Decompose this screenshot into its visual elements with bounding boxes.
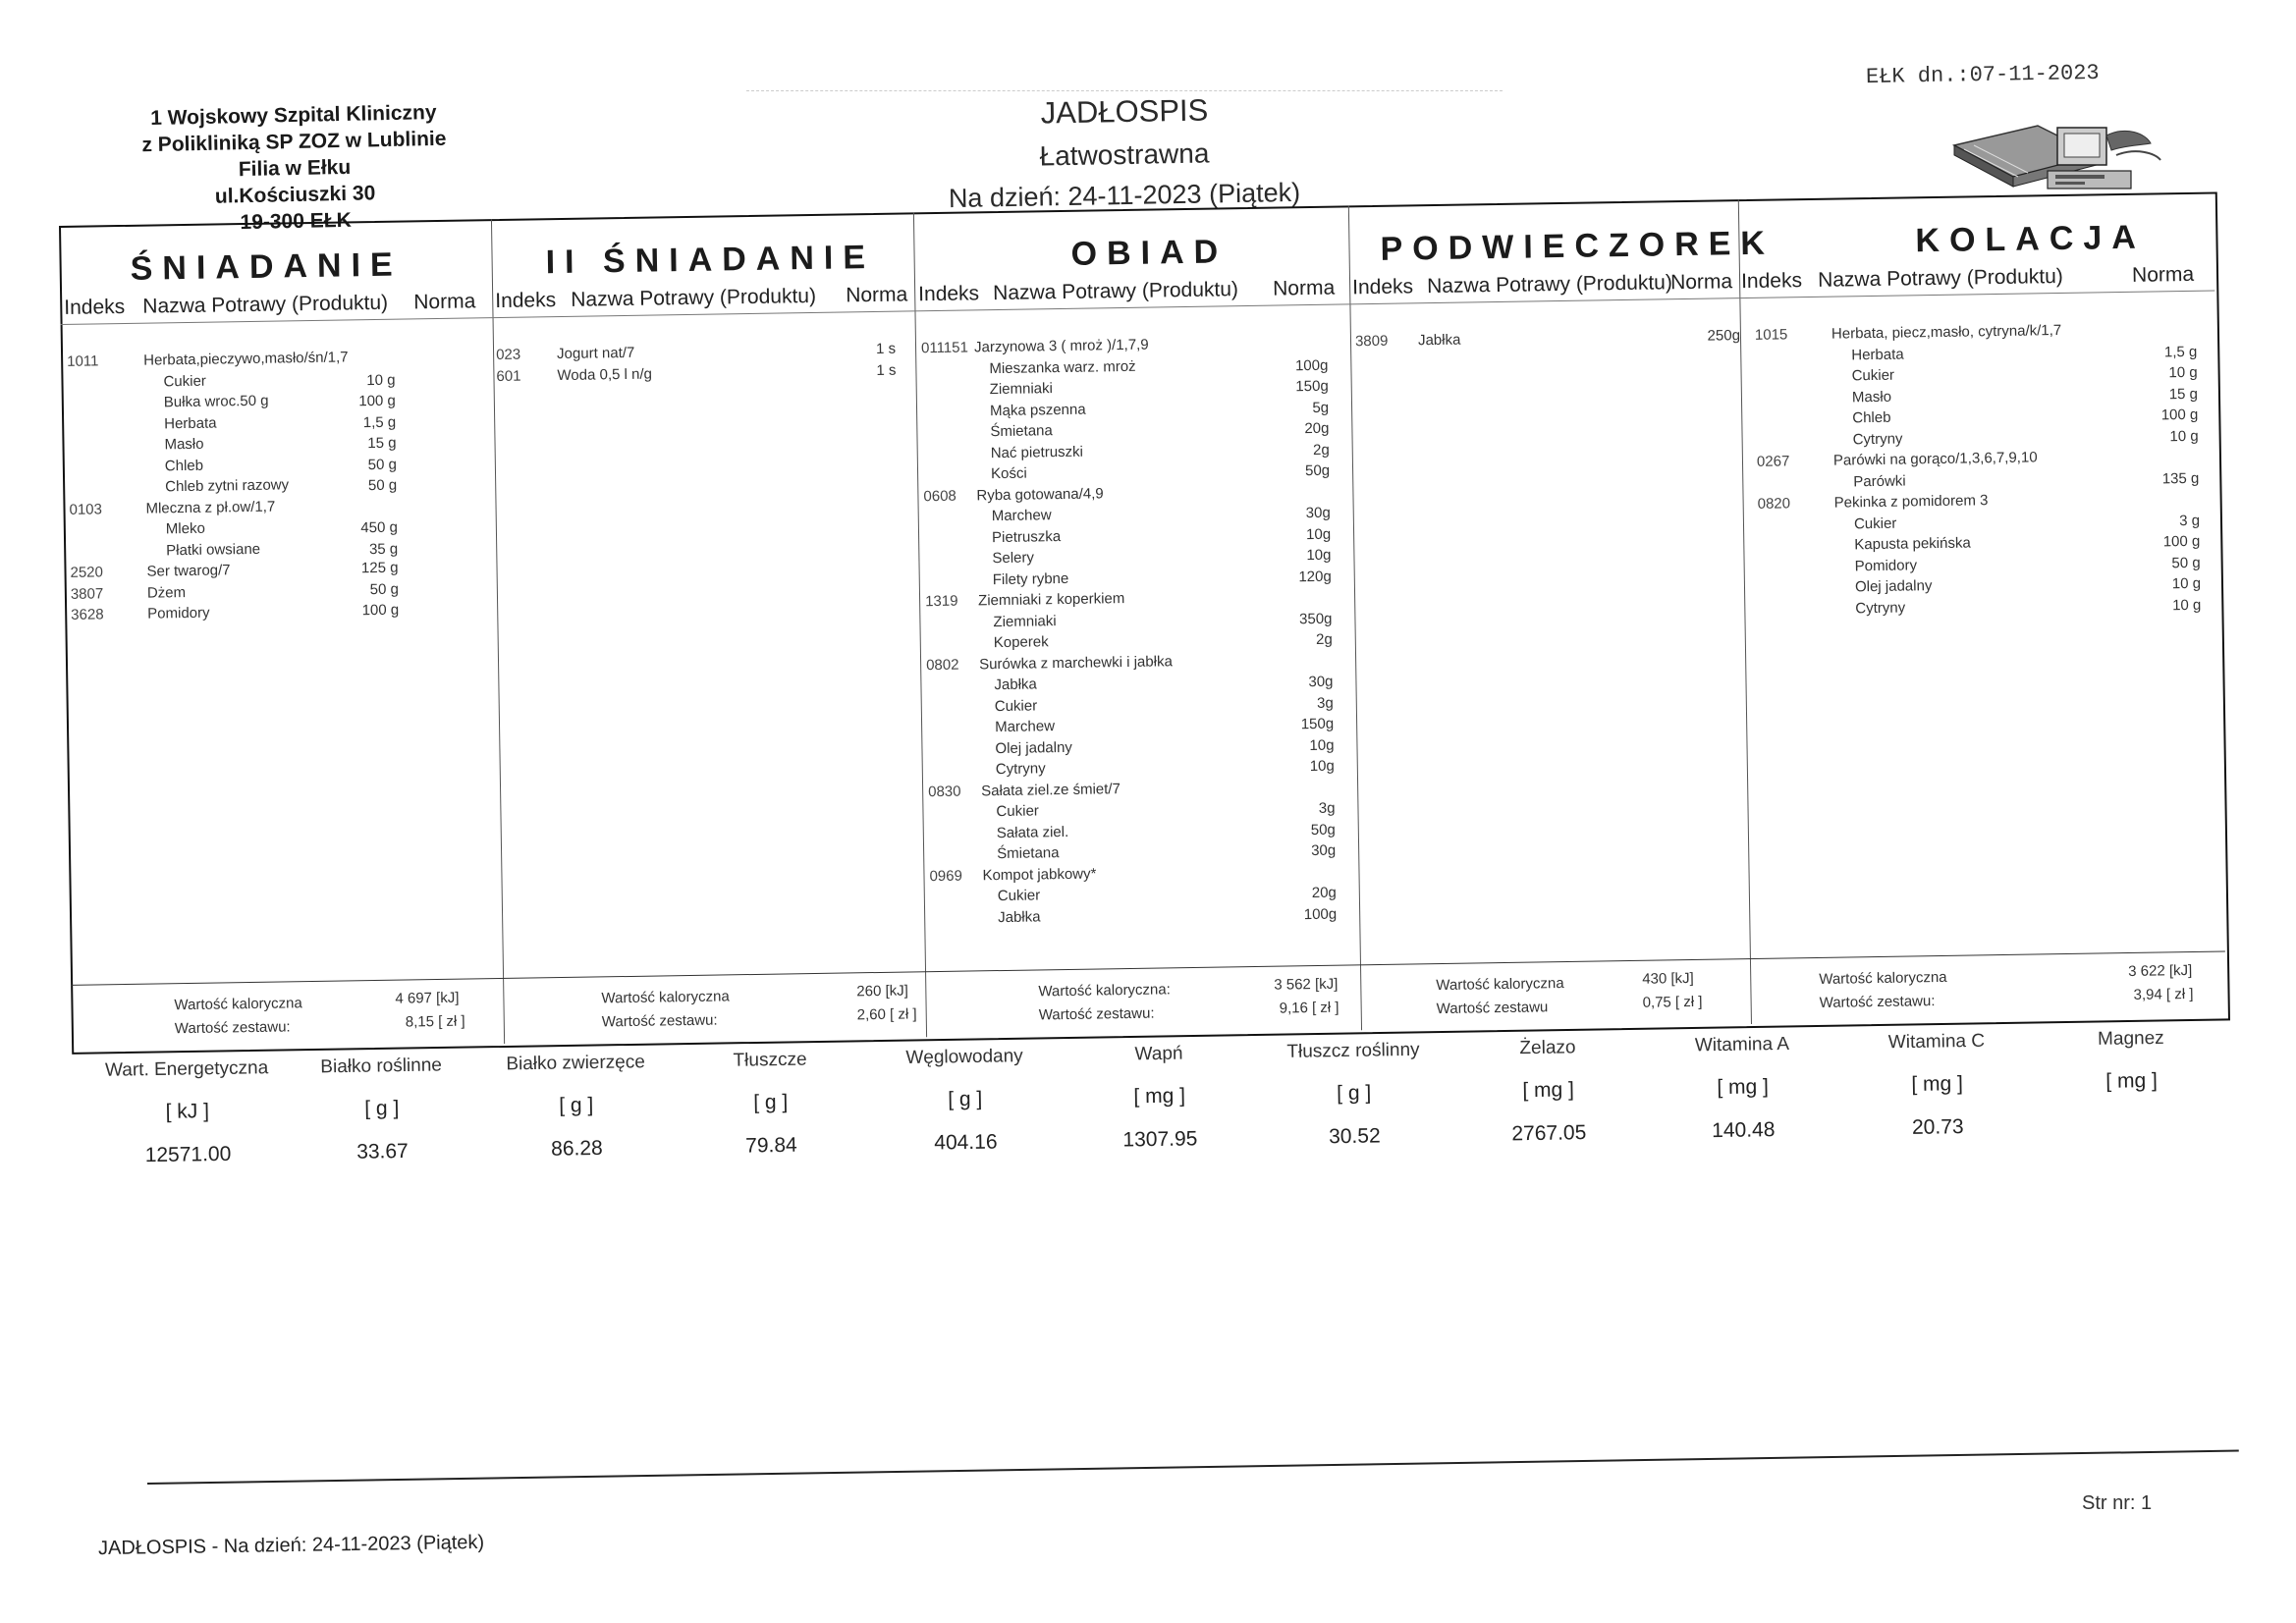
row-index: 0969 bbox=[929, 867, 963, 885]
ingredient-name: Płatki owsiane bbox=[166, 540, 261, 559]
row-norm: 15 g bbox=[2168, 385, 2199, 403]
col-header-norm: Norma bbox=[1669, 270, 1733, 295]
row-norm: 10g bbox=[1309, 757, 1335, 776]
row-norm: 10 g bbox=[2171, 574, 2202, 593]
row-norm: 100g bbox=[1303, 905, 1338, 923]
meal-title-obiad: OBIAD bbox=[1070, 233, 1229, 273]
menu-table-frame bbox=[59, 191, 2230, 1054]
nutrient-value: 404.16 bbox=[934, 1130, 998, 1155]
ingredient-name: Cytryny bbox=[995, 760, 1046, 779]
ingredient-name: Śmietana bbox=[997, 844, 1060, 863]
ingredient-name: Pomidory bbox=[1854, 556, 1918, 574]
col-header-norm: Norma bbox=[1272, 276, 1336, 300]
row-norm: 2g bbox=[1312, 441, 1330, 459]
dish-name: Woda 0,5 l n/g bbox=[557, 365, 653, 384]
ingredient-name: Koperek bbox=[993, 633, 1049, 652]
row-norm: 10g bbox=[1309, 736, 1335, 754]
kcal-value: 3 622 [kJ] bbox=[2128, 961, 2193, 980]
row-norm: 50g bbox=[1310, 821, 1336, 839]
col-header-index: Indeks bbox=[495, 289, 557, 313]
row-norm: 100g bbox=[1294, 356, 1329, 374]
col-header-index: Indeks bbox=[918, 282, 980, 306]
row-norm: 100 g bbox=[2160, 406, 2199, 424]
cost-value: 2,60 [ zł ] bbox=[856, 1005, 917, 1024]
row-norm: 50 g bbox=[367, 456, 397, 473]
row-norm: 1 s bbox=[875, 340, 897, 357]
row-norm: 100 g bbox=[2162, 532, 2201, 551]
row-norm: 125 g bbox=[360, 559, 399, 577]
cost-value: 0,75 [ zł ] bbox=[1642, 993, 1703, 1011]
dish-name: Mleczna z pł.ow/1,7 bbox=[145, 498, 276, 517]
kcal-label: Wartość kaloryczna bbox=[174, 995, 302, 1014]
row-norm: 30g bbox=[1310, 841, 1337, 860]
nutrient-unit: [ mg ] bbox=[2105, 1068, 2159, 1093]
ingredient-name: Herbata bbox=[164, 414, 217, 432]
row-index: 0267 bbox=[1756, 453, 1790, 470]
col-header-index: Indeks bbox=[1351, 275, 1414, 299]
row-norm: 50 g bbox=[369, 580, 399, 598]
row-index: 0802 bbox=[925, 656, 959, 674]
nutrient-unit: [ g ] bbox=[559, 1094, 594, 1117]
row-index: 023 bbox=[495, 346, 521, 364]
nutrient-name: Węglowodany bbox=[905, 1046, 1023, 1069]
ingredient-name: Jabłka bbox=[994, 676, 1037, 694]
row-index: 011151 bbox=[920, 339, 969, 357]
ingredient-name: Marchew bbox=[991, 507, 1052, 525]
nutrition-column bbox=[1649, 1033, 1837, 1144]
row-norm: 50 g bbox=[367, 476, 398, 495]
nutrient-unit: [ g ] bbox=[753, 1090, 789, 1114]
nutrient-name: Wart. Energetyczna bbox=[104, 1057, 269, 1081]
nutrition-column bbox=[93, 1057, 282, 1168]
nutrient-name: Żelazo bbox=[1519, 1037, 1576, 1059]
col-header-norm: Norma bbox=[2131, 262, 2195, 287]
nutrient-unit: [ g ] bbox=[948, 1087, 983, 1111]
nutrient-value: 33.67 bbox=[356, 1139, 409, 1163]
cost-value: 3,94 [ zł ] bbox=[2133, 985, 2194, 1003]
cost-value: 8,15 [ zł ] bbox=[405, 1012, 465, 1031]
ingredient-name: Chleb bbox=[164, 457, 204, 474]
menu-date: Na dzień: 24-11-2023 (Piątek) bbox=[948, 177, 1301, 214]
cost-label: Wartość zestawu: bbox=[601, 1011, 718, 1031]
ingredient-name: Bułka wroc.50 g bbox=[163, 392, 269, 411]
row-norm: 100 g bbox=[358, 392, 396, 410]
hospital-line: 19-300 EŁK bbox=[240, 208, 352, 235]
ingredient-name: Selery bbox=[992, 549, 1035, 568]
kcal-value: 3 562 [kJ] bbox=[1274, 975, 1339, 994]
ingredient-name: Mleko bbox=[165, 519, 206, 538]
nutrition-column bbox=[1066, 1042, 1254, 1153]
ingredient-name: Cukier bbox=[994, 696, 1038, 715]
dish-name: Jarzynowa 3 ( mroż )/1,7,9 bbox=[973, 336, 1149, 356]
ingredient-name: Chleb zytni razowy bbox=[165, 476, 290, 496]
nutrient-unit: [ g ] bbox=[364, 1097, 400, 1120]
nutrient-name: Tłuszcze bbox=[733, 1049, 807, 1071]
row-norm: 250g bbox=[1707, 327, 1741, 345]
nutrient-value: 20.73 bbox=[1911, 1115, 1964, 1139]
row-index: 0103 bbox=[69, 500, 103, 518]
row-norm: 30g bbox=[1308, 673, 1334, 691]
nutrition-column bbox=[2038, 1027, 2225, 1114]
nutrient-value: 30.52 bbox=[1328, 1124, 1381, 1149]
nutrient-name: Białko zwierzęce bbox=[506, 1052, 646, 1075]
row-norm: 450 g bbox=[360, 518, 399, 537]
cost-label: Wartość zestawu: bbox=[1038, 1004, 1155, 1024]
row-norm: 20g bbox=[1311, 884, 1337, 902]
dish-name: Jogurt nat/7 bbox=[556, 344, 635, 363]
dish-name: Parówki na gorąco/1,3,6,7,9,10 bbox=[1832, 449, 2038, 469]
dish-name: Dżem bbox=[146, 583, 187, 602]
row-norm: 10 g bbox=[2168, 363, 2198, 382]
nutrient-name: Magnez bbox=[2097, 1027, 2164, 1050]
nutrient-unit: [ mg ] bbox=[1911, 1072, 1964, 1096]
nutrient-value: 79.84 bbox=[744, 1133, 797, 1158]
ingredient-name: Nać pietruszki bbox=[990, 443, 1084, 461]
kcal-label: Wartość kaloryczna bbox=[1819, 968, 1947, 988]
kcal-value: 260 [kJ] bbox=[856, 982, 909, 1001]
hospital-line: Filia w Ełku bbox=[238, 155, 352, 182]
col-header-name: Nazwa Potrawy (Produktu) bbox=[1817, 264, 2064, 292]
nutrient-unit: [ mg ] bbox=[1133, 1084, 1186, 1109]
hospital-line: z Polikliniką SP ZOZ w Lublinie bbox=[141, 127, 447, 157]
row-norm: 350g bbox=[1298, 610, 1333, 627]
row-index: 601 bbox=[496, 367, 521, 385]
row-norm: 1 s bbox=[876, 361, 897, 379]
kcal-value: 430 [kJ] bbox=[1642, 969, 1694, 988]
row-norm: 3g bbox=[1316, 694, 1334, 712]
document-title: JADŁOSPIS bbox=[1040, 92, 1209, 131]
nutrient-value: 1307.95 bbox=[1122, 1127, 1198, 1152]
issue-date: EŁK dn.:07-11-2023 bbox=[1865, 60, 2100, 90]
ingredient-name: Cukier bbox=[1851, 366, 1895, 385]
dish-name: Pomidory bbox=[147, 604, 210, 622]
row-norm: 10 g bbox=[366, 371, 396, 389]
nutrition-column bbox=[871, 1046, 1060, 1157]
row-norm: 5g bbox=[1312, 399, 1330, 416]
nutrient-unit: [ kJ ] bbox=[165, 1100, 210, 1123]
row-norm: 10 g bbox=[2171, 596, 2202, 614]
ingredient-name: Kości bbox=[990, 464, 1027, 483]
footer-title: JADŁOSPIS - Na dzień: 24-11-2023 (Piątek) bbox=[97, 1531, 485, 1560]
row-norm: 135 g bbox=[2161, 469, 2200, 487]
nutrition-column bbox=[482, 1052, 671, 1163]
ingredient-name: Cukier bbox=[163, 372, 206, 390]
row-index: 2520 bbox=[70, 564, 104, 581]
hospital-address bbox=[107, 98, 483, 239]
ingredient-name: Masło bbox=[164, 435, 204, 454]
row-norm: 10 g bbox=[2169, 427, 2199, 445]
row-norm: 120g bbox=[1298, 568, 1332, 585]
col-header-name: Nazwa Potrawy (Produktu) bbox=[1426, 271, 1673, 298]
dish-name: Ser twarog/7 bbox=[146, 562, 231, 580]
nutrient-value: 86.28 bbox=[551, 1136, 603, 1161]
ingredient-name: Ziemniaki bbox=[989, 380, 1054, 399]
ingredient-name: Marchew bbox=[995, 718, 1056, 736]
dish-name: Herbata, piecz,masło, cytryna/k/1,7 bbox=[1831, 321, 2062, 343]
nutrient-unit: [ mg ] bbox=[1522, 1078, 1575, 1103]
ingredient-name: Chleb bbox=[1852, 408, 1891, 427]
ingredient-name: Cukier bbox=[996, 802, 1039, 821]
dish-name: Sałata ziel.ze śmiet/7 bbox=[981, 780, 1121, 799]
ingredient-name: Jabłka bbox=[998, 907, 1041, 926]
ingredient-name: Mieszanka warz. mroż bbox=[989, 357, 1136, 377]
row-norm: 1,5 g bbox=[362, 413, 397, 431]
nutrient-name: Witamina A bbox=[1694, 1033, 1790, 1056]
cost-value: 9,16 [ zł ] bbox=[1279, 999, 1339, 1017]
row-norm: 3 g bbox=[2178, 512, 2201, 529]
nutrient-value: 12571.00 bbox=[144, 1142, 232, 1167]
row-norm: 2g bbox=[1315, 630, 1333, 648]
col-header-name: Nazwa Potrawy (Produktu) bbox=[993, 278, 1239, 305]
col-header-name: Nazwa Potrawy (Produktu) bbox=[142, 291, 389, 318]
row-index: 0830 bbox=[928, 783, 961, 800]
ingredient-name: Masło bbox=[1851, 388, 1892, 406]
page-number: Str nr: 1 bbox=[2082, 1492, 2153, 1514]
dish-name: Herbata,pieczywo,masło/śn/1,7 bbox=[143, 349, 349, 369]
nutrient-value: 140.48 bbox=[1712, 1118, 1776, 1143]
meal-title-kolacja: KOLACJA bbox=[1915, 218, 2147, 260]
row-index: 3809 bbox=[1354, 332, 1389, 351]
nutrition-column bbox=[1454, 1036, 1643, 1147]
nutrient-name: Tłuszcz roślinny bbox=[1286, 1039, 1420, 1062]
ingredient-name: Cytryny bbox=[1855, 599, 1906, 617]
footer-divider bbox=[147, 1450, 2239, 1485]
col-header-norm: Norma bbox=[413, 290, 476, 314]
book-computer-icon bbox=[1949, 116, 2165, 204]
hospital-line: 1 Wojskowy Szpital Kliniczny bbox=[149, 100, 437, 131]
cost-label: Wartość zestawu: bbox=[1819, 993, 1936, 1011]
dish-name: Ziemniaki z koperkiem bbox=[977, 590, 1125, 610]
nutrition-column bbox=[1260, 1039, 1449, 1150]
dish-name: Ryba gotowana/4,9 bbox=[976, 484, 1104, 504]
cost-label: Wartość zestawu bbox=[1436, 999, 1549, 1018]
meal-title-sniadanie: ŚNIADANIE bbox=[130, 245, 403, 288]
nutrient-value: 2767.05 bbox=[1511, 1121, 1587, 1146]
nutrient-name: Witamina C bbox=[1887, 1030, 1986, 1054]
nutrition-column bbox=[1843, 1030, 2032, 1141]
row-norm: 30g bbox=[1305, 504, 1331, 522]
col-header-name: Nazwa Potrawy (Produktu) bbox=[571, 284, 817, 311]
row-index: 0608 bbox=[923, 487, 957, 505]
row-index: 1015 bbox=[1754, 326, 1788, 344]
ingredient-name: Parówki bbox=[1853, 471, 1906, 490]
kcal-label: Wartość kaloryczna: bbox=[1038, 981, 1171, 1001]
ingredient-name: Mąka pszenna bbox=[989, 401, 1086, 419]
meal-title-ii-sniadanie: II ŚNIADANIE bbox=[545, 238, 876, 282]
row-norm: 1,5 g bbox=[2163, 343, 2198, 360]
ingredient-name: Herbata bbox=[1851, 346, 1904, 363]
dish-name: Surówka z marchewki i jabłka bbox=[978, 652, 1173, 673]
col-header-index: Indeks bbox=[1740, 269, 1803, 294]
row-norm: 10g bbox=[1305, 525, 1332, 543]
ingredient-name: Cukier bbox=[1853, 514, 1897, 532]
row-norm: 50g bbox=[1304, 461, 1331, 480]
dish-name: Jabłka bbox=[1417, 331, 1461, 350]
meal-title-podwieczorek: PODWIECZOREK bbox=[1380, 224, 1776, 268]
row-norm: 35 g bbox=[368, 540, 399, 558]
ingredient-name: Cytryny bbox=[1852, 430, 1903, 448]
ingredient-name: Ziemniaki bbox=[993, 612, 1057, 630]
row-norm: 100 g bbox=[361, 601, 400, 620]
ingredient-name: Sałata ziel. bbox=[996, 823, 1069, 841]
hospital-line: ul.Kościuszki 30 bbox=[214, 182, 376, 208]
ingredient-name: Kapusta pekińska bbox=[1854, 534, 1971, 554]
kcal-label: Wartość kaloryczna bbox=[1436, 975, 1564, 995]
nutrient-name: Białko roślinne bbox=[320, 1055, 443, 1078]
ingredient-name: Śmietana bbox=[990, 422, 1053, 441]
ingredient-name: Olej jadalny bbox=[995, 738, 1072, 757]
row-norm: 3g bbox=[1318, 799, 1336, 817]
row-norm: 15 g bbox=[367, 434, 397, 453]
row-norm: 150g bbox=[1300, 715, 1335, 733]
kcal-label: Wartość kaloryczna bbox=[601, 988, 730, 1007]
row-norm: 10g bbox=[1306, 546, 1332, 565]
cost-label: Wartość zestawu: bbox=[174, 1018, 291, 1038]
ingredient-name: Cukier bbox=[997, 887, 1041, 905]
row-index: 0820 bbox=[1757, 495, 1791, 513]
menu-table bbox=[59, 191, 2233, 1089]
nutrient-unit: [ mg ] bbox=[1717, 1075, 1770, 1100]
nutrition-summary bbox=[93, 1027, 2236, 1227]
nutrient-value bbox=[2039, 1111, 2225, 1114]
row-norm: 20g bbox=[1304, 419, 1330, 438]
row-norm: 150g bbox=[1295, 377, 1329, 396]
col-header-norm: Norma bbox=[846, 283, 908, 307]
row-index: 1011 bbox=[67, 352, 99, 370]
nutrient-unit: [ g ] bbox=[1336, 1081, 1372, 1106]
nutrient-name: Wapń bbox=[1134, 1043, 1183, 1065]
ingredient-name: Filety rybne bbox=[992, 569, 1069, 588]
ingredient-name: Olej jadalny bbox=[1854, 577, 1933, 596]
row-norm: 50 g bbox=[2171, 554, 2201, 571]
nutrition-column bbox=[288, 1055, 476, 1165]
dish-name: Kompot jabkowy* bbox=[982, 864, 1097, 884]
kcal-value: 4 697 [kJ] bbox=[395, 989, 460, 1007]
ingredient-name: Pietruszka bbox=[991, 527, 1062, 546]
dish-name: Pekinka z pomidorem 3 bbox=[1833, 492, 1989, 512]
col-header-index: Indeks bbox=[64, 295, 126, 319]
row-index: 1319 bbox=[924, 592, 958, 611]
diet-name: Łatwostrawna bbox=[1039, 137, 1210, 172]
row-index: 3628 bbox=[71, 606, 104, 623]
nutrition-column bbox=[677, 1049, 865, 1160]
row-index: 3807 bbox=[70, 584, 104, 603]
